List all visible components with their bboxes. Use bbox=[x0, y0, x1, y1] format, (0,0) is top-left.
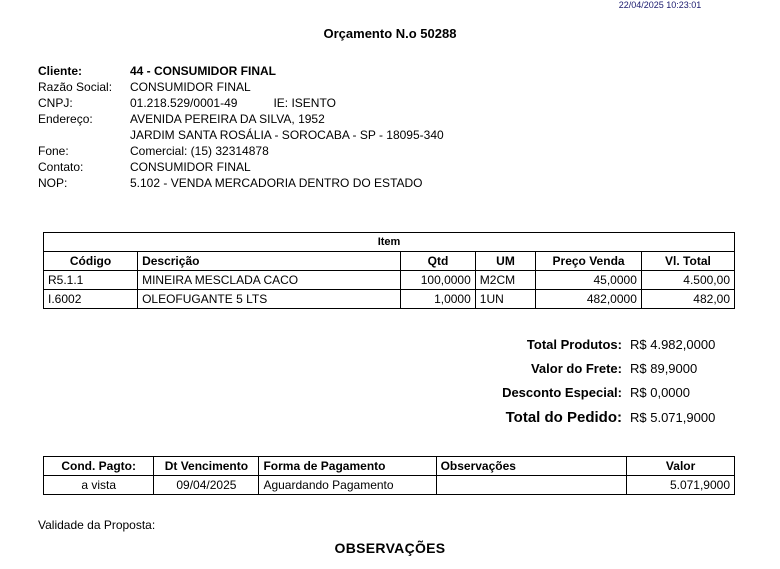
column-header-descricao: Descrição bbox=[138, 252, 401, 271]
observations-title: OBSERVAÇÕES bbox=[334, 540, 446, 556]
cell-total: 482,00 bbox=[641, 290, 734, 309]
totals-row-frete bbox=[430, 361, 740, 376]
info-label: Cliente: bbox=[38, 64, 83, 78]
cell-descricao: MINEIRA MESCLADA CACO bbox=[138, 271, 401, 290]
cell-condicao: a vista bbox=[44, 476, 154, 495]
table-row bbox=[44, 476, 735, 495]
cell-total: 4.500,00 bbox=[641, 271, 734, 290]
validity-label: Validade da Proposta: bbox=[38, 518, 156, 532]
column-header-cond-pagto: Cond. Pagto: bbox=[44, 457, 154, 476]
cell-qtd: 100,0000 bbox=[401, 271, 476, 290]
items-group-header: Item bbox=[44, 233, 735, 252]
info-row-endereco-2 bbox=[38, 128, 598, 143]
column-header-um: UM bbox=[475, 252, 535, 271]
cell-observacoes bbox=[436, 476, 627, 495]
column-header-qtd: Qtd bbox=[401, 252, 476, 271]
column-header-observacoes: Observações bbox=[436, 457, 627, 476]
items-header-row bbox=[44, 252, 735, 271]
info-value: JARDIM SANTA ROSÁLIA - SOROCABA - SP - 18095-340 bbox=[130, 128, 444, 142]
column-header-preco-venda: Preço Venda bbox=[536, 252, 642, 271]
payment-table bbox=[43, 456, 735, 495]
column-header-dt-vencimento: Dt Vencimento bbox=[154, 457, 259, 476]
print-timestamp: 22/04/2025 10:23:01 bbox=[618, 0, 702, 8]
info-value: 44 - CONSUMIDOR FINAL bbox=[130, 64, 277, 78]
info-label: NOP: bbox=[38, 176, 68, 190]
totals-row-pedido bbox=[430, 409, 740, 426]
info-label: Endereço: bbox=[38, 112, 93, 126]
info-value: AVENIDA PEREIRA DA SILVA, 1952 bbox=[130, 112, 325, 126]
page-title: Orçamento N.o 50288 bbox=[323, 26, 457, 41]
totals-label: Total Produtos: bbox=[526, 337, 622, 352]
totals-value: R$ 89,9000 bbox=[630, 361, 698, 376]
totals-label: Valor do Frete: bbox=[530, 361, 622, 376]
column-header-codigo: Código bbox=[44, 252, 138, 271]
info-value: Comercial: (15) 32314878 bbox=[130, 144, 269, 158]
column-header-forma-pagamento: Forma de Pagamento bbox=[259, 457, 436, 476]
cell-descricao: OLEOFUGANTE 5 LTS bbox=[138, 290, 401, 309]
totals-label-grand: Total do Pedido: bbox=[505, 409, 622, 426]
totals-label: Desconto Especial: bbox=[502, 385, 622, 400]
info-value: 5.102 - VENDA MERCADORIA DENTRO DO ESTADO bbox=[130, 176, 423, 190]
cell-preco: 482,0000 bbox=[536, 290, 642, 309]
cell-vencimento: 09/04/2025 bbox=[154, 476, 259, 495]
totals-block bbox=[430, 337, 740, 435]
info-label: CNPJ: bbox=[38, 96, 73, 110]
info-row-nop bbox=[38, 176, 598, 191]
totals-row-produtos bbox=[430, 337, 740, 352]
info-label: Fone: bbox=[38, 144, 69, 158]
info-row-cnpj bbox=[38, 96, 598, 111]
totals-value: R$ 4.982,0000 bbox=[630, 337, 716, 352]
table-row bbox=[44, 290, 735, 309]
column-header-vl-total: Vl. Total bbox=[641, 252, 734, 271]
items-table bbox=[43, 232, 735, 309]
cell-um: M2CM bbox=[475, 271, 535, 290]
cell-forma: Aguardando Pagamento bbox=[259, 476, 436, 495]
info-value: CONSUMIDOR FINAL bbox=[130, 80, 251, 94]
column-header-valor: Valor bbox=[627, 457, 735, 476]
totals-value-grand: R$ 5.071,9000 bbox=[630, 410, 716, 425]
cell-valor: 5.071,9000 bbox=[627, 476, 735, 495]
totals-row-desconto bbox=[430, 385, 740, 400]
items-group-header-row bbox=[44, 233, 735, 252]
info-row-endereco bbox=[38, 112, 598, 127]
info-row-contato bbox=[38, 160, 598, 175]
cell-um: 1UN bbox=[475, 290, 535, 309]
cell-qtd: 1,0000 bbox=[401, 290, 476, 309]
info-value-ie: IE: ISENTO bbox=[273, 96, 336, 110]
info-label: Contato: bbox=[38, 160, 84, 174]
info-value: CONSUMIDOR FINAL bbox=[130, 160, 251, 174]
table-row bbox=[44, 271, 735, 290]
cell-codigo: I.6002 bbox=[44, 290, 138, 309]
payment-header-row bbox=[44, 457, 735, 476]
info-label: Razão Social: bbox=[38, 80, 113, 94]
cell-codigo: R5.1.1 bbox=[44, 271, 138, 290]
cell-preco: 45,0000 bbox=[536, 271, 642, 290]
totals-value: R$ 0,0000 bbox=[630, 385, 690, 400]
customer-info-block bbox=[38, 64, 598, 192]
info-row-fone bbox=[38, 144, 598, 159]
info-row-cliente bbox=[38, 64, 598, 79]
info-row-razao-social bbox=[38, 80, 598, 95]
info-value: 01.218.529/0001-49 bbox=[130, 96, 238, 110]
